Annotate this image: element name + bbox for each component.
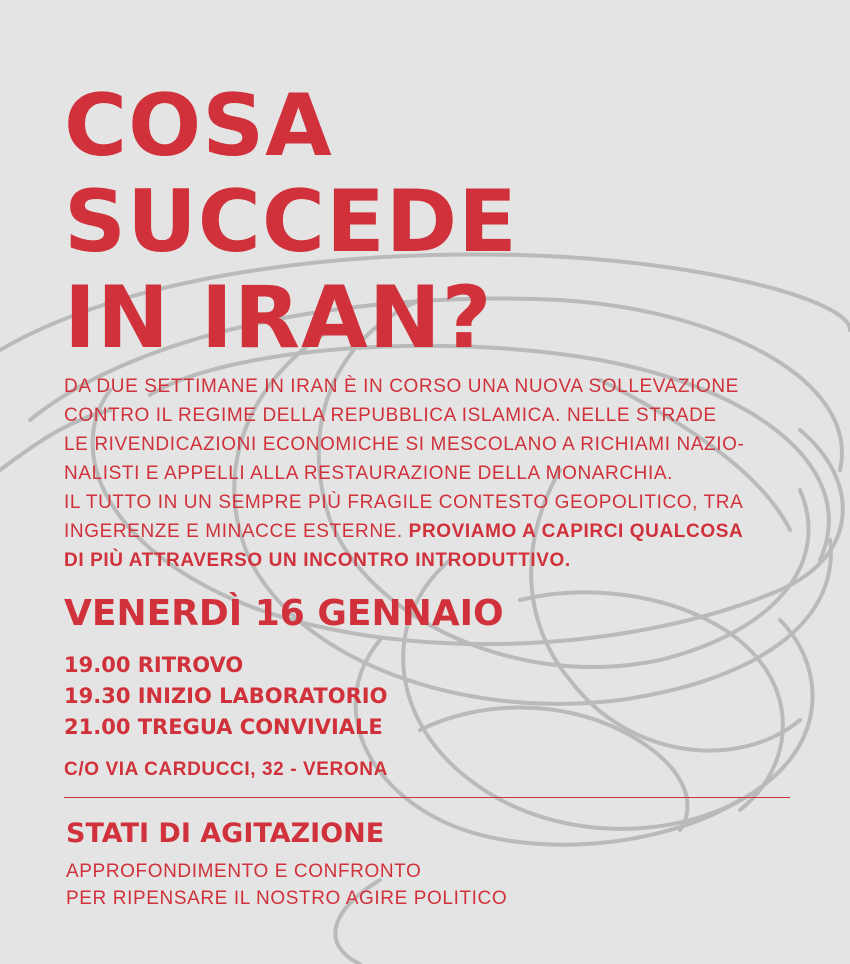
page-title — [64, 78, 518, 366]
intro-line: LE RIVENDICAZIONI ECONOMICHE SI MESCOLANO A RICHIAMI NAZIO- — [64, 434, 745, 455]
event-date: VENERDÌ 16 GENNAIO — [64, 593, 504, 634]
schedule-item: 21.00 TREGUA CONVIVIALE — [64, 715, 383, 739]
schedule-item: 19.00 RITROVO — [64, 653, 244, 677]
intro-line: NALISTI E APPELLI ALLA RESTAURAZIONE DELLA MONARCHIA. — [64, 463, 674, 484]
event-address: C/O VIA CARDUCCI, 32 - VERONA — [64, 759, 388, 780]
title-line-3: IN IRAN? — [64, 268, 493, 368]
schedule-item: 19.30 INIZIO LABORATORIO — [64, 684, 388, 708]
title-line-2: SUCCEDE — [64, 172, 518, 272]
divider-line — [64, 797, 790, 798]
title-line-1: COSA — [64, 76, 333, 176]
intro-line: IL TUTTO IN UN SEMPRE PIÙ FRAGILE CONTESTO GEOPOLITICO, TRA — [64, 492, 744, 513]
event-schedule — [64, 650, 387, 743]
intro-line: DA DUE SETTIMANE IN IRAN È IN CORSO UNA NUOVA SOLLEVAZIONE — [64, 376, 739, 397]
intro-paragraph — [64, 372, 794, 575]
intro-line-bold-part: PROVIAMO A CAPIRCI QUALCOSA — [408, 521, 744, 542]
series-title: STATI DI AGITAZIONE — [66, 818, 385, 849]
intro-line-mixed — [64, 517, 794, 546]
series-subtitle-line: APPROFONDIMENTO E CONFRONTO — [66, 861, 422, 882]
series-subtitle — [66, 858, 507, 912]
intro-line-normal-part: INGERENZE E MINACCE ESTERNE. — [64, 521, 409, 542]
intro-line-bold: DI PIÙ ATTRAVERSO UN INCONTRO INTRODUTTIVO. — [64, 550, 571, 571]
series-subtitle-line: PER RIPENSARE IL NOSTRO AGIRE POLITICO — [66, 888, 508, 909]
intro-line: CONTRO IL REGIME DELLA REPUBBLICA ISLAMICA. NELLE STRADE — [64, 405, 717, 426]
